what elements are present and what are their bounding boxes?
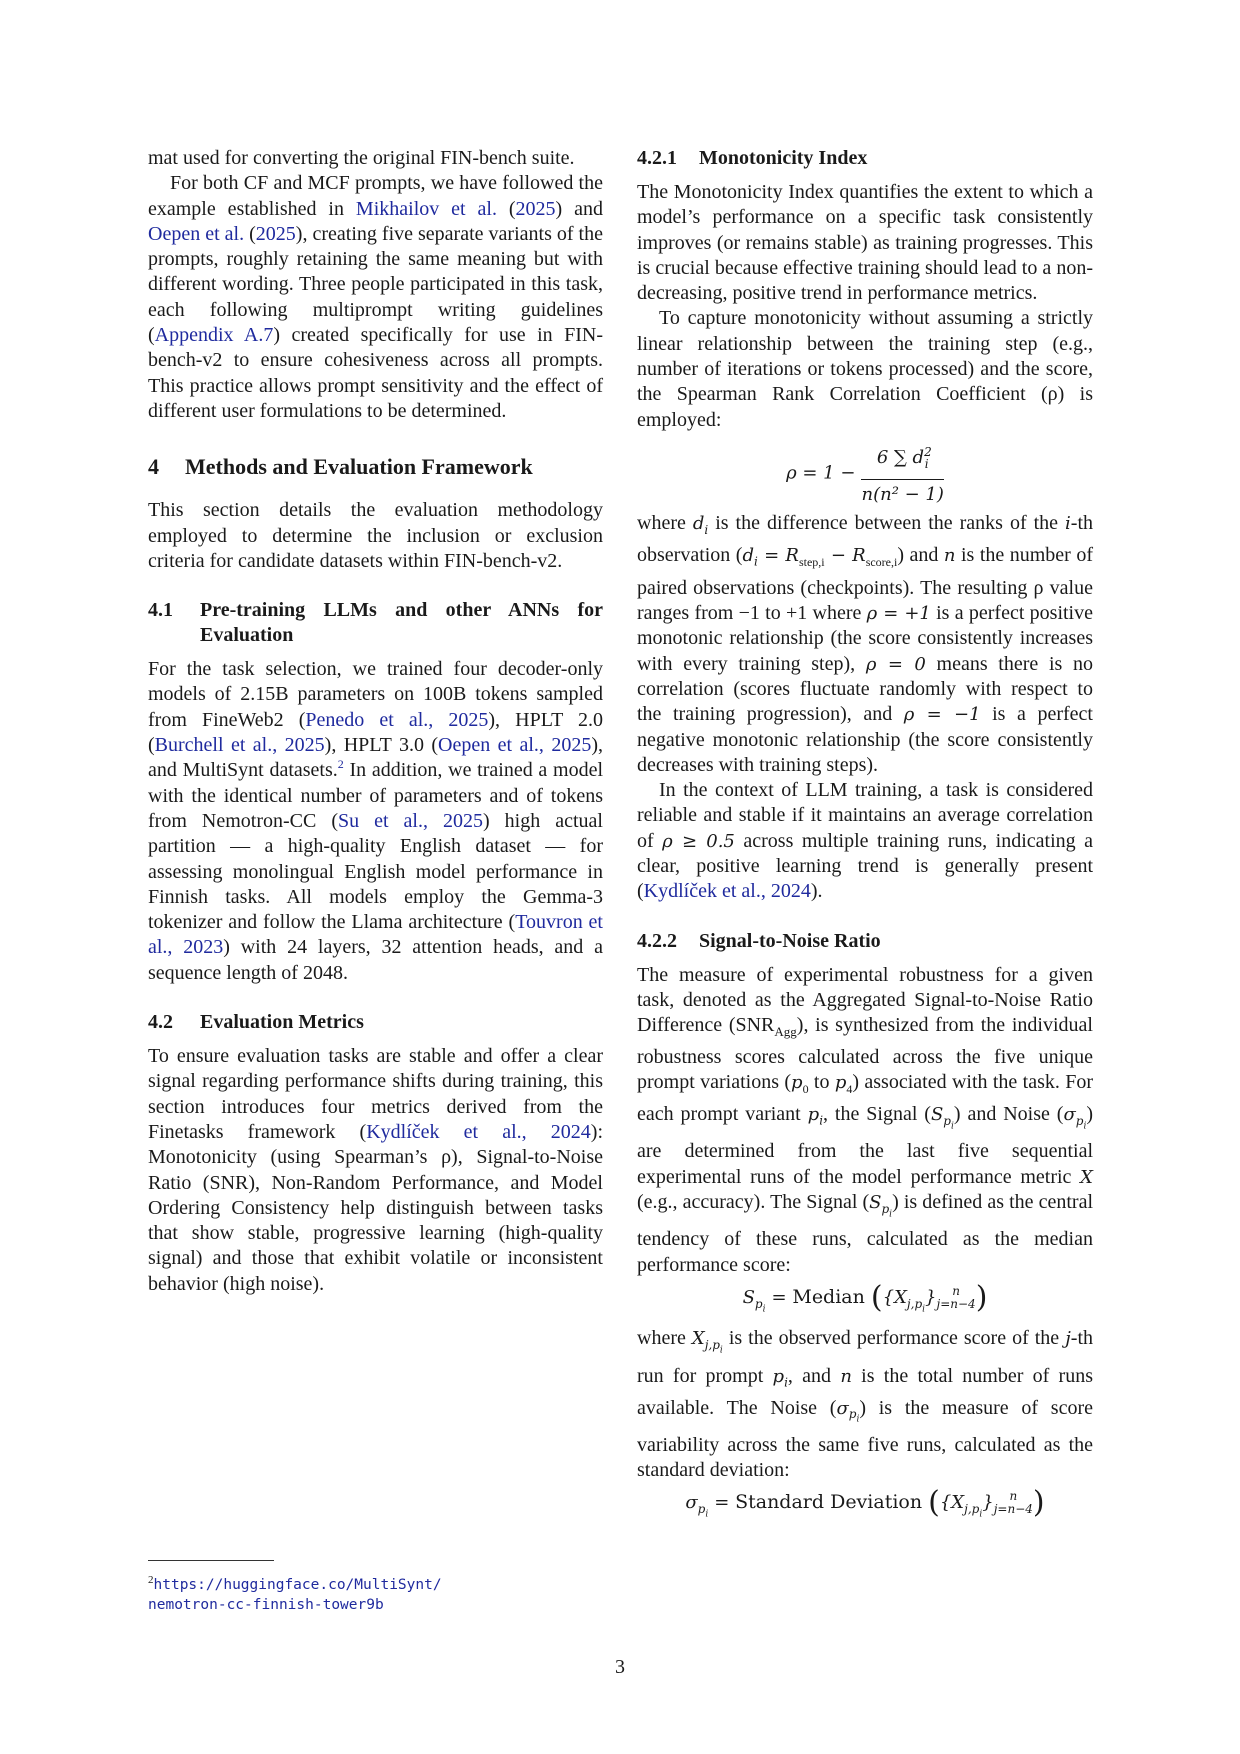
citation-link[interactable]: Burchell et al., 2025 [154,734,325,757]
signal-equation: $S_{p_i}$ = Median ($\{X_{j,p_i}\}$ n j=n−4 ) [742,1279,988,1315]
paragraph: This section details the evaluation methodology employed to determine the inclusion or exclusion criteria for candidate datasets within FIN-bench-v2. [148,499,603,572]
footnote-number: 2 [148,1574,154,1586]
paragraph: where $d_i$ is the difference between the ranks of the i-th observation $(d_i = R_{step,i} - R_{score,i})$ and n is the number of paired observations (checkpoints). The resulting ρ value ranges from −1 to +1 where ρ = +1 is a perfect positive monotonic relationship (the score consistently increases with every training step), ρ = 0 means there is no correlation (scores fluctuate randomly with respect to the training progression), and ρ = −1 is a perfect negative monotonic relationship (the score consistently decreases with training steps). [637,512,1094,776]
page-number: 3 [615,1656,625,1678]
paragraph: To ensure evaluation tasks are stable and offer a clear signal regarding performance shifts during training, this section introduces four metrics derived from the Finetasks framework (Kydlíček et al., 2024): Monotonicity (using Spearman’s ρ), Signal-to-Noise Ratio (SNR), Non-Random Performance, and Model Ordering Consistency help distinguish between tasks that show stable, progressive learning (high-quality signal) and those that exhibit volatile or inconsistent behavior (high noise). [148,1045,603,1295]
citation-link[interactable]: Penedo et al., 2025 [305,708,489,731]
citation-link[interactable]: Mikhailov et al. [355,197,497,220]
paragraph: The measure of experimental robustness for a given task, denoted as the Aggregated Signal-to-Noise Ratio Difference $(SNR_{Agg})$, is synthesized from the individual robustness scores calculated across the five unique prompt variations ($p_0$ to $p_4$) associated with the task. For each prompt variant $p_i$, the Signal $(S_{p_i})$ and Noise $(\sigma_{p_i})$ are determined from the last five sequential experimental runs of the model performance metric X (e.g., accuracy). The Signal $(S_{p_i})$ is defined as the central tendency of these runs, calculated as the median performance score: [637,963,1094,1276]
citation-link[interactable]: Su et al., 2025 [337,809,483,832]
paragraph: For the task selection, we trained four decoder-only models of 2.15B parameters on 100B tokens sampled from FineWeb2 (Penedo et al., 2025), HPLT 2.0 (Burchell et al., 2025), HPLT 3.0 (Oepen et al., 2025), and MultiSynt datasets.$^2$ In addition, we trained a model with the identical number of parameters and of tokens from Nemotron-CC (Su et al., 2025) high actual partition — a high-quality English dataset — for assessing monolingual English model performance in Finnish tasks. All models employ the Gemma-3 tokenizer and follow the Llama architecture (Touvron et al., 2023) with 24 layers, 32 attention heads, and a sequence length of 2048. [148,658,604,984]
paragraph: To capture monotonicity without assuming a strictly linear relationship between the training step (e.g., number of iterations or tokens processed) and the score, the Spearman Rank Correlation Coefficient (ρ) is employed: [637,307,1093,431]
footnote-url-line1[interactable]: https://huggingface.co/MultiSynt/ [153,1576,442,1593]
subsection-heading: 4.2.2 Signal-to-Noise Ratio [637,929,881,952]
noise-equation: $\sigma_{p_i}$ = Standard Deviation ($\{X_{j,p_i}\}$ n j=n−4 ) [685,1485,1045,1521]
subsection-heading: 4.2 Evaluation Metrics [148,1011,364,1034]
paragraph: In the context of LLM training, a task is considered reliable and stable if it maintains an average correlation of ρ ≥ 0.5 across multiple training runs, indicating a clear, positive learning trend is generally present (Kydlíček et al., 2024). [637,779,1093,903]
paragraph: The Monotonicity Index quantifies the extent to which a model’s performance on a specific task consistently improves (or remains stable) as training progresses. This is crucial because effective training should lead to a non-decreasing, positive trend in performance metrics. [637,181,1093,305]
footnote-marker[interactable]: 2 [337,757,344,772]
citation-link[interactable]: 2025 [515,197,556,220]
right-column [637,146,1093,1532]
paragraph: For both CF and MCF prompts, we have followed the example established in Mikhailov et al. (2025) and Oepen et al. (2025), creating five separate variants of the prompts, roughly retaining the same meaning but with different wording. Three people participated in this task, each following multiprompt writing guidelines (Appendix A.7) created specifically for use in FIN-bench-v2 to ensure cohesiveness across all prompts. This practice allows prompt sensitivity and the effect of different user formulations to be determined. [148,172,603,422]
spearman-equation: ρ = 1 − $\frac{6 \sum d^2_i}{\text{n(n² − 1)}}$ [637,440,1093,507]
citation-link[interactable]: Kydlíček et al., 2024 [643,880,811,903]
citation-link[interactable]: 2025 [255,222,296,245]
left-column [148,146,603,1297]
section-heading: 4 Methods and Evaluation Framework [148,454,533,480]
citation-link[interactable]: Kydlíček et al., 2024 [366,1120,591,1143]
footnote-rule [148,1560,274,1561]
appendix-link[interactable]: Appendix A.7 [154,324,274,347]
citation-link[interactable]: Oepen et al., 2025 [438,734,592,757]
footnote-url-line2[interactable]: nemotron-cc-finnish-tower9b [148,1596,384,1613]
paragraph: mat used for converting the original FIN-bench suite. [148,147,575,169]
citation-link[interactable]: Touvron et al., 2023 [148,911,603,959]
subsection-heading: 4.1 Pre-training LLMs and other ANNs for Evaluation [148,599,603,647]
subsection-heading: 4.2.1 Monotonicity Index [637,147,868,169]
citation-link[interactable]: Oepen et al. [148,222,245,245]
paragraph: where $X_{j,p_i}$ is the observed performance score of the j-th run for prompt $p_i$, and n is the total number of runs available. The Noise $(\sigma_{p_i})$ is the measure of score variability across the same five runs, calculated as the standard deviation: [637,1327,1094,1482]
footnote [148,1570,442,1615]
